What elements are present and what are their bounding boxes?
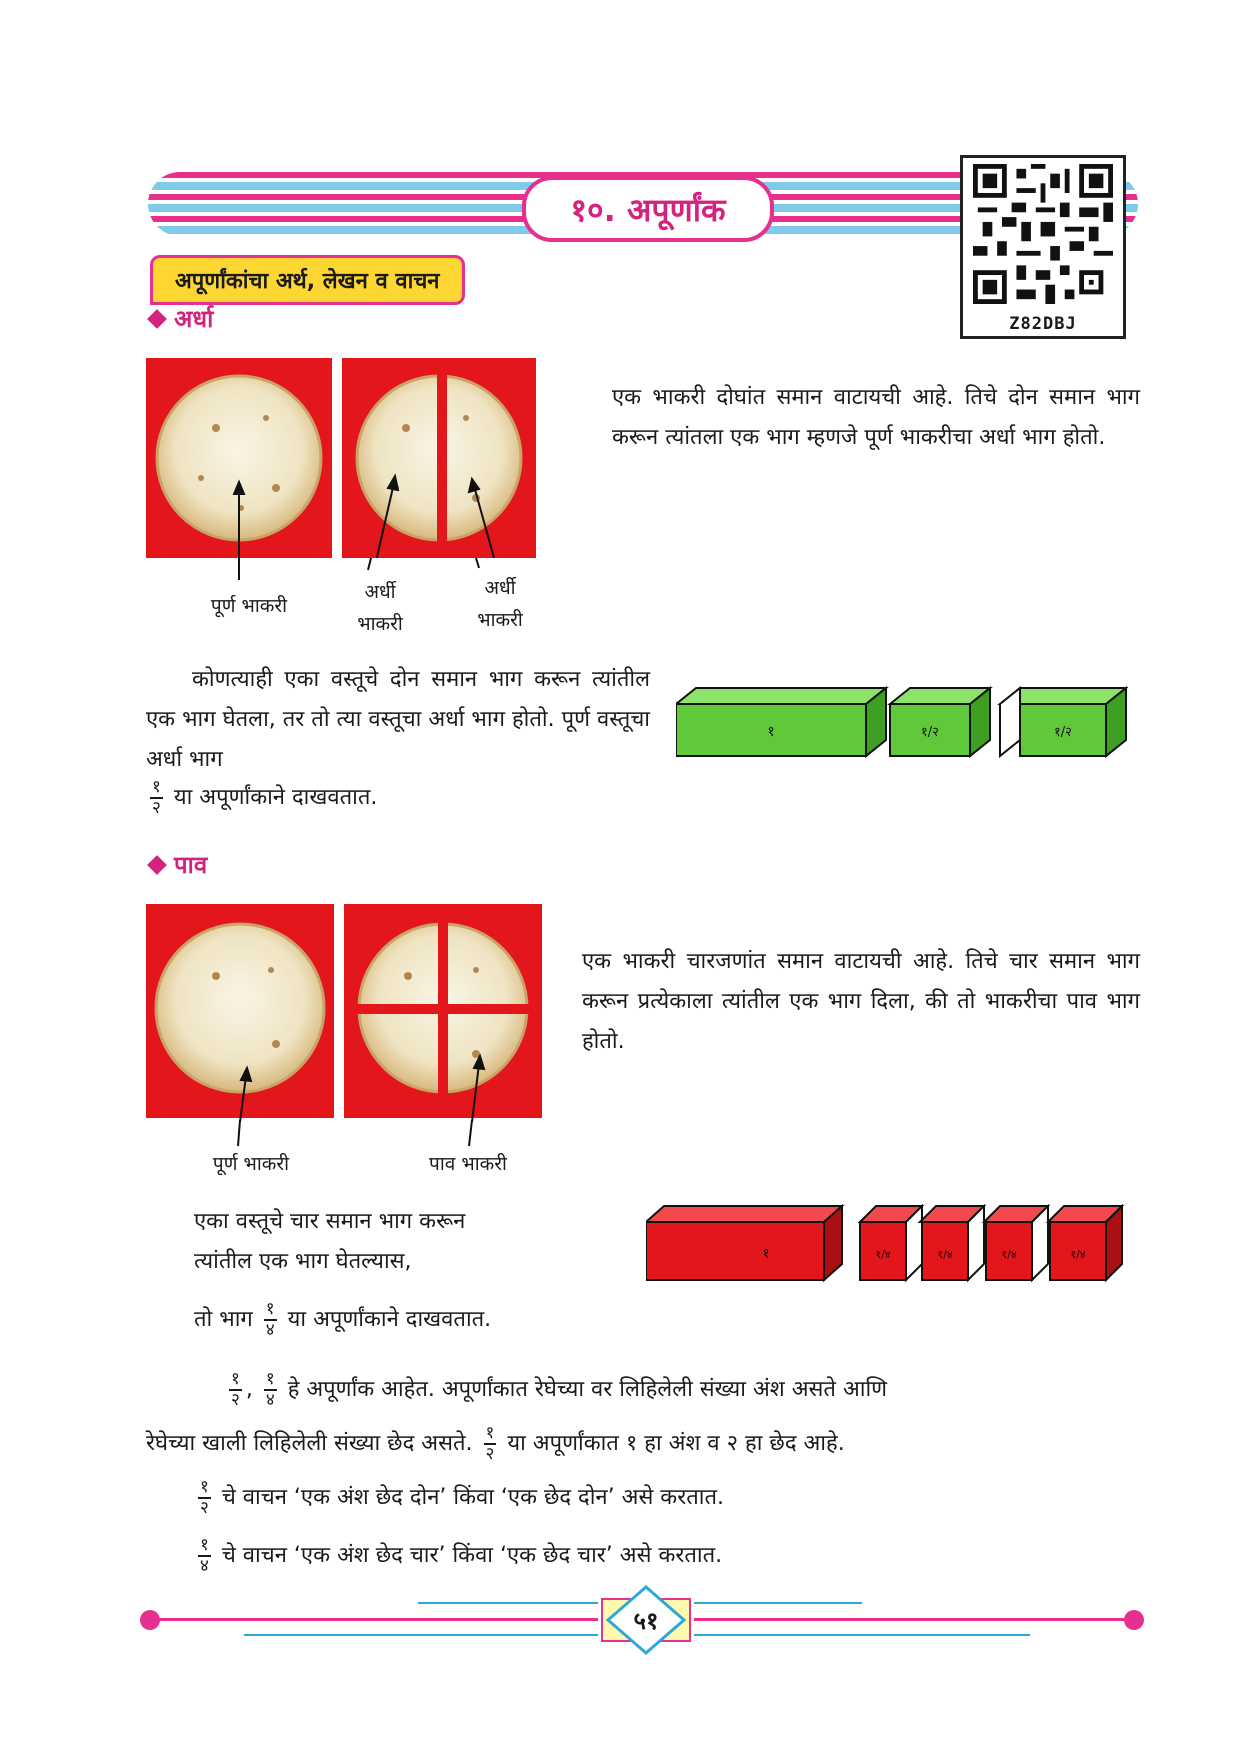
diamond-bullet-icon [147, 855, 167, 875]
roti-half-figure [146, 358, 536, 558]
subheading-quarter [150, 848, 207, 881]
qr-code-box[interactable] [960, 155, 1126, 339]
chapter-title: १०. अपूर्णांक [522, 176, 774, 242]
caption-half-roti-2: अर्धी भाकरी [477, 577, 523, 631]
fraction-one-half-reading: $\frac{१}{२}$ [200, 1477, 209, 1518]
summary-line1: $\frac{१}{२}$ , $\frac{१}{४}$ हे अपूर्णांक आहेत. अपूर्णांकात रेघेच्या वर लिहिलेली संख्या अंश असते आणि [231, 1369, 888, 1410]
green-block-whole-label: १ [767, 724, 775, 740]
red-block-whole-label: १ [762, 1246, 770, 1262]
summary-line2 [146, 1424, 1140, 1464]
fraction-one-half: $\frac{१}{२}$ [152, 777, 161, 818]
summary-line4 [194, 1536, 1140, 1576]
red-block-quarter-label-2: १/४ [937, 1248, 953, 1261]
caption-whole-roti-1: पूर्ण भाकरी [210, 595, 288, 617]
roti-whole-image-2 [146, 904, 334, 1118]
red-blocks-figure [646, 1204, 1126, 1284]
page-number: ५१ [633, 1606, 659, 1635]
footer-right-line [694, 1618, 1126, 1621]
red-block-quarter-label-3: १/४ [1001, 1248, 1017, 1261]
green-block-half-label-1: १/२ [921, 725, 939, 740]
qr-code-icon [969, 164, 1117, 304]
red-block-quarter-label-1: १/४ [875, 1248, 891, 1261]
green-block-half-label-2: १/२ [1054, 725, 1072, 740]
subheading-half-label: अर्धा [174, 305, 214, 333]
footer-left-blue-top [418, 1602, 598, 1604]
quarter-definition-line3-post: या अपूर्णांकाने दाखवतात. [287, 1307, 492, 1332]
summary-line2-post: या अपूर्णांकात १ हा अंश व २ हा छेद आहे. [507, 1431, 845, 1456]
quarter-definition-line3-pre: तो भाग [194, 1307, 253, 1332]
subheading-quarter-label: पाव [174, 851, 208, 879]
summary-line3 [194, 1478, 1140, 1518]
page-number-badge [598, 1585, 694, 1655]
footer-right-dot [1124, 1610, 1144, 1630]
qr-id-label: Z82DBJ [1009, 314, 1077, 334]
subheading-half [150, 302, 213, 335]
fraction-one-half-summary: $\frac{१}{२}$ [231, 1369, 240, 1410]
roti-quarter-figure [146, 904, 542, 1122]
caption-quarter-roti: पाव भाकरी [429, 1153, 507, 1175]
half-definition-tail-text: या अपूर्णांकाने दाखवतात. [173, 785, 378, 810]
footer-left-dot [140, 1610, 160, 1630]
quarter-definition-line2: त्यांतील एक भाग घेतल्यास, [194, 1249, 412, 1274]
caption-half-roti-1: अर्धी भाकरी [357, 581, 403, 635]
section-tag: अपूर्णांकांचा अर्थ, लेखन व वाचन [150, 255, 465, 305]
half-definition-tail [146, 778, 650, 818]
footer-right-blue-top [694, 1602, 862, 1604]
roti-quartered-image [344, 904, 542, 1118]
fraction-one-quarter: $\frac{१}{४}$ [265, 1299, 275, 1340]
red-block-quarter-label-4: १/४ [1070, 1248, 1086, 1261]
diamond-bullet-icon [147, 309, 167, 329]
summary-line2-pre: रेघेच्या खाली लिहिलेली संख्या छेद असते. [146, 1431, 473, 1456]
green-blocks-figure [676, 684, 1128, 764]
footer-left-blue-bottom [244, 1634, 598, 1636]
footer-right-blue-bottom [694, 1634, 1030, 1636]
summary-line3-text: चे वाचन ‘एक अंश छेद दोन’ किंवा ‘एक छेद दोन’ असे करतात. [221, 1485, 724, 1510]
fraction-one-quarter-summary: $\frac{१}{४}$ [265, 1369, 275, 1410]
quarter-definition-line3 [194, 1300, 634, 1340]
half-intro-paragraph: एक भाकरी दोघांत समान वाटायची आहे. तिचे दोन समान भाग करून त्यांतला एक भाग म्हणजे पूर्ण भाकरीचा अर्धा भाग होतो. [612, 385, 1140, 450]
summary-line4-text: चे वाचन ‘एक अंश छेद चार’ किंवा ‘एक छेद चार’ असे करतात. [221, 1543, 723, 1568]
roti-halved-image [342, 358, 536, 558]
caption-whole-roti-2: पूर्ण भाकरी [212, 1153, 290, 1175]
footer-left-line [158, 1618, 598, 1621]
quarter-definition-line1: एका वस्तूचे चार समान भाग करून [194, 1209, 466, 1234]
summary-line1-text: हे अपूर्णांक आहेत. अपूर्णांकात रेघेच्या वर लिहिलेली संख्या अंश असते आणि [287, 1377, 888, 1402]
fraction-one-half-inline: $\frac{१}{२}$ [485, 1423, 495, 1464]
quarter-intro-paragraph: एक भाकरी चारजणांत समान वाटायची आहे. तिचे चार समान भाग करून प्रत्येकाला त्यांतील एक भाग दिला, की तो भाकरीचा पाव भाग होतो. [582, 949, 1140, 1054]
half-definition-paragraph: कोणत्याही एका वस्तूचे दोन समान भाग करून त्यांतील एक भाग घेतला, तर तो त्या वस्तूचा अर्धा भाग होतो. पूर्ण वस्तूचा अर्धा भाग [146, 667, 650, 772]
fraction-one-quarter-reading: $\frac{१}{४}$ [200, 1535, 209, 1576]
